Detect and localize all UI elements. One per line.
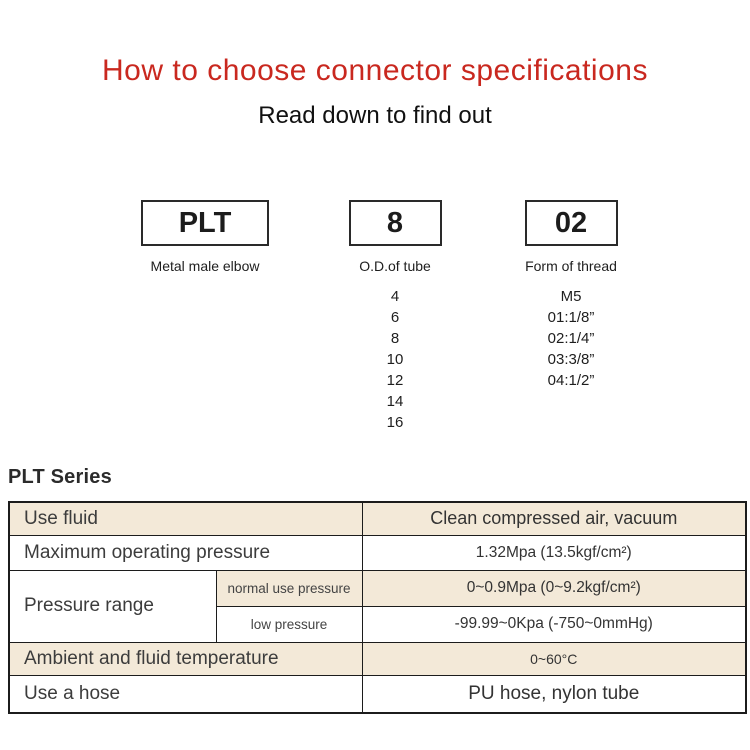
- option-item: 03:3/8”: [547, 351, 595, 368]
- series-heading: PLT Series: [8, 466, 112, 488]
- selector-column-tube-od: [305, 200, 485, 433]
- max-pressure-label: Maximum operating pressure: [9, 535, 362, 570]
- thread-options: [481, 286, 661, 391]
- ambient-temp-label: Ambient and fluid temperature: [9, 642, 362, 675]
- tube-od-options: [305, 286, 485, 433]
- normal-pressure-value: 0~0.9Mpa (0~9.2kgf/cm²): [362, 570, 746, 606]
- table-row-use-fluid: [9, 502, 746, 535]
- selector-column-thread: [481, 200, 661, 391]
- hose-label: Use a hose: [9, 675, 362, 713]
- option-item: 01:1/8”: [547, 309, 595, 326]
- page-subtitle: Read down to find out: [258, 102, 492, 129]
- pressure-range-label: Pressure range: [9, 570, 216, 642]
- table-row-pressure-normal: [9, 570, 746, 606]
- page-title: How to choose connector specifications: [102, 54, 648, 87]
- option-item: 10: [386, 351, 404, 368]
- option-item: M5: [560, 288, 582, 305]
- table-row-hose: [9, 675, 746, 713]
- model-code-label: Metal male elbow: [150, 258, 260, 274]
- thread-code-box: 02: [525, 200, 618, 246]
- table-row-ambient-temp: [9, 642, 746, 675]
- tube-od-code-box: 8: [349, 200, 442, 246]
- option-item: 4: [390, 288, 400, 305]
- option-item: 8: [390, 330, 400, 347]
- normal-pressure-label: normal use pressure: [216, 570, 362, 606]
- option-item: 12: [386, 372, 404, 389]
- option-item: 04:1/2”: [547, 372, 595, 389]
- use-fluid-value: Clean compressed air, vacuum: [362, 502, 746, 535]
- option-item: 16: [386, 414, 404, 431]
- option-item: 6: [390, 309, 400, 326]
- model-code-box: PLT: [141, 200, 269, 246]
- thread-label: Form of thread: [525, 258, 617, 274]
- tube-od-label: O.D.of tube: [359, 258, 431, 274]
- option-item: 02:1/4”: [547, 330, 595, 347]
- low-pressure-label: low pressure: [216, 606, 362, 642]
- max-pressure-value: 1.32Mpa (13.5kgf/cm²): [362, 535, 746, 570]
- ambient-temp-value: 0~60°C: [362, 642, 746, 675]
- low-pressure-value: -99.99~0Kpa (-750~0mmHg): [362, 606, 746, 642]
- use-fluid-label: Use fluid: [9, 502, 362, 535]
- option-item: 14: [386, 393, 404, 410]
- hose-value: PU hose, nylon tube: [362, 675, 746, 713]
- selector-column-model: [110, 200, 300, 274]
- spec-table: [8, 501, 747, 714]
- table-row-max-pressure: [9, 535, 746, 570]
